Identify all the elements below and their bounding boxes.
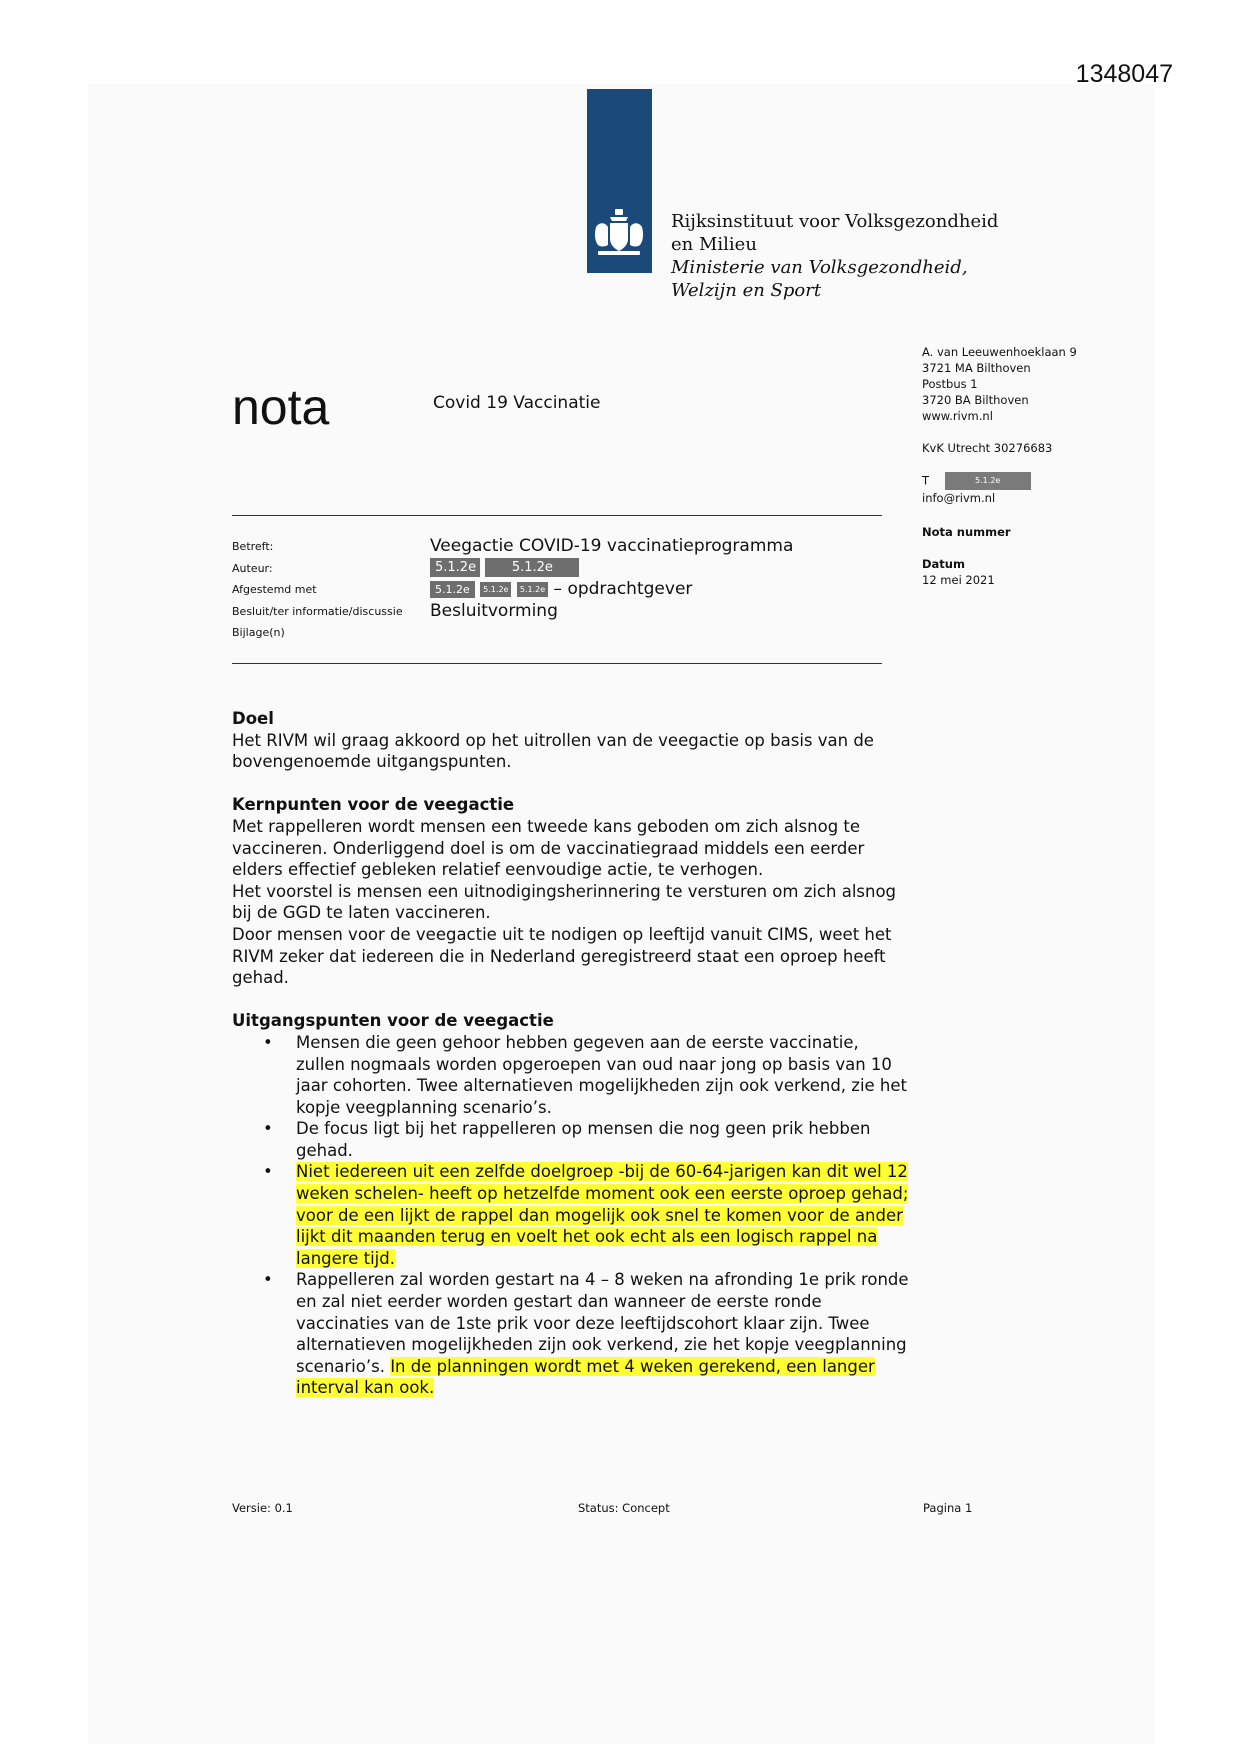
list-item: • Mensen die geen gehoor hebben gegeven aan de eerste vaccinatie, zullen nogmaals worden opgeroepen van oud naar jong op basis van 10 jaar cohorten. Twee alternatieven mogelijkheden zijn ook verkend, zie het kopje veegplanning scenario’s. <box>296 1032 912 1118</box>
besluit-value: Besluitvorming <box>430 600 558 621</box>
tel-redaction: 5.1.2e <box>945 472 1031 490</box>
datum-value: 12 mei 2021 <box>922 573 995 587</box>
doel-text: Het RIVM wil graag akkoord op het uitrollen van de veegactie op basis van de bovengenoemde uitgangspunten. <box>232 730 874 772</box>
auteur-label: Auteur: <box>232 561 273 575</box>
redaction: 5.1.2e <box>485 558 579 577</box>
address-email: info@rivm.nl <box>922 491 996 505</box>
kernpunten-heading: Kernpunten voor de veegactie <box>232 795 515 815</box>
bullet-text: Rappelleren zal worden gestart na 4 – 8 weken na afronding 1e prik ronde en zal niet eerder worden gestart dan wanneer de eerste ronde vaccinaties van de 1ste prik voor deze leeftijdscohort klaar zijn. Twee alternatieven mogelijkheden zijn ook verkend, zie het kopje veegplanning scenario’s. <box>296 1270 909 1376</box>
meta-table <box>232 536 892 644</box>
list-item: • De focus ligt bij het rappelleren op mensen die nog geen prik hebben gehad. <box>296 1118 912 1161</box>
list-item <box>296 1269 912 1399</box>
redaction: 5.1.2e <box>517 582 548 597</box>
footer-pagina: Pagina 1 <box>923 1501 973 1515</box>
organisation-name <box>671 210 998 302</box>
ministry-line-1: Ministerie van Volksgezondheid, <box>671 257 968 278</box>
document-id: 1348047 <box>1075 60 1173 88</box>
meta-row-besluit <box>232 601 892 623</box>
org-line-2: en Milieu <box>671 234 757 255</box>
uitgangspunten-list <box>232 1032 912 1399</box>
footer-status: Status: Concept <box>578 1501 670 1515</box>
nota-nummer-label: Nota nummer <box>922 525 1011 539</box>
crest-icon <box>590 207 648 259</box>
tel-label: T <box>922 473 930 488</box>
afgestemd-value <box>430 579 692 599</box>
kernpunten-paragraph-3: Door mensen voor de veegactie uit te nodigen op leeftijd vanuit CIMS, weet het RIVM zeker dat iedereen die in Nederland geregistreerd staat een oproep heeft gehad. <box>232 924 892 988</box>
footer-versie: Versie: 0.1 <box>232 1501 293 1515</box>
nota-subject: Covid 19 Vaccinatie <box>433 393 601 413</box>
auteur-value <box>430 558 579 578</box>
rijksoverheid-logo-bar <box>587 89 652 273</box>
ministry-line-2: Welzijn en Sport <box>671 280 822 301</box>
meta-row-afgestemd <box>232 579 892 601</box>
address-block <box>922 344 1077 506</box>
highlighted-text: Niet iedereen uit een zelfde doelgroep -bij de 60-64-jarigen kan dit wel 12 weken schelen- heeft op hetzelfde moment ook een eerste oproep gehad; voor de een lijkt de rappel dan mogelijk ook snel te komen voor de ander lijkt dit maanden terug en voelt het ook echt als een logisch rappel na langere tijd. <box>296 1162 909 1268</box>
address-telephone <box>922 472 1077 490</box>
bijlage-label: Bijlage(n) <box>232 626 285 639</box>
meta-row-auteur <box>232 558 892 580</box>
address-kvk: KvK Utrecht 30276683 <box>922 441 1053 455</box>
address-postcode: 3721 MA Bilthoven <box>922 361 1031 375</box>
uitgangspunten-heading: Uitgangspunten voor de veegactie <box>232 1011 554 1031</box>
afgestemd-suffix: – opdrachtgever <box>553 579 693 599</box>
meta-row-betreft <box>232 536 892 558</box>
besluit-label: Besluit/ter informatie/discussie <box>232 604 403 618</box>
redaction: 5.1.2e <box>430 581 475 598</box>
top-divider <box>232 515 882 516</box>
address-postbus-city: 3720 BA Bilthoven <box>922 393 1029 407</box>
list-item <box>296 1161 912 1269</box>
highlighted-text: In de planningen wordt met 4 weken gerekend, een langer interval kan ook. <box>296 1356 875 1398</box>
address-postbus: Postbus 1 <box>922 377 978 391</box>
nota-body <box>232 708 912 1399</box>
betreft-value: Veegactie COVID-19 vaccinatieprogramma <box>430 536 794 556</box>
redaction: 5.1.2e <box>480 582 511 597</box>
datum-label: Datum <box>922 557 965 571</box>
betreft-label: Betreft: <box>232 540 274 553</box>
kernpunten-paragraph-1: Met rappelleren wordt mensen een tweede kans geboden om zich alsnog te vaccineren. Onderliggend doel is om de vaccinatiegraad middels een eerder elders effectief gebleken relatief eenvoudige actie, te verhogen. <box>232 816 865 880</box>
redaction: 5.1.2e <box>430 558 480 577</box>
nota-title: nota <box>232 379 330 435</box>
afgestemd-label: Afgestemd met <box>232 583 317 596</box>
bottom-divider <box>232 663 882 664</box>
address-web: www.rivm.nl <box>922 409 993 423</box>
address-street: A. van Leeuwenhoeklaan 9 <box>922 345 1077 359</box>
kernpunten-paragraph-2: Het voorstel is mensen een uitnodigingsherinnering te versturen om zich alsnog bij de GGD te laten vaccineren. <box>232 881 897 923</box>
doel-heading: Doel <box>232 709 274 728</box>
org-line-1: Rijksinstituut voor Volksgezondheid <box>671 211 999 232</box>
meta-row-bijlage <box>232 622 892 644</box>
